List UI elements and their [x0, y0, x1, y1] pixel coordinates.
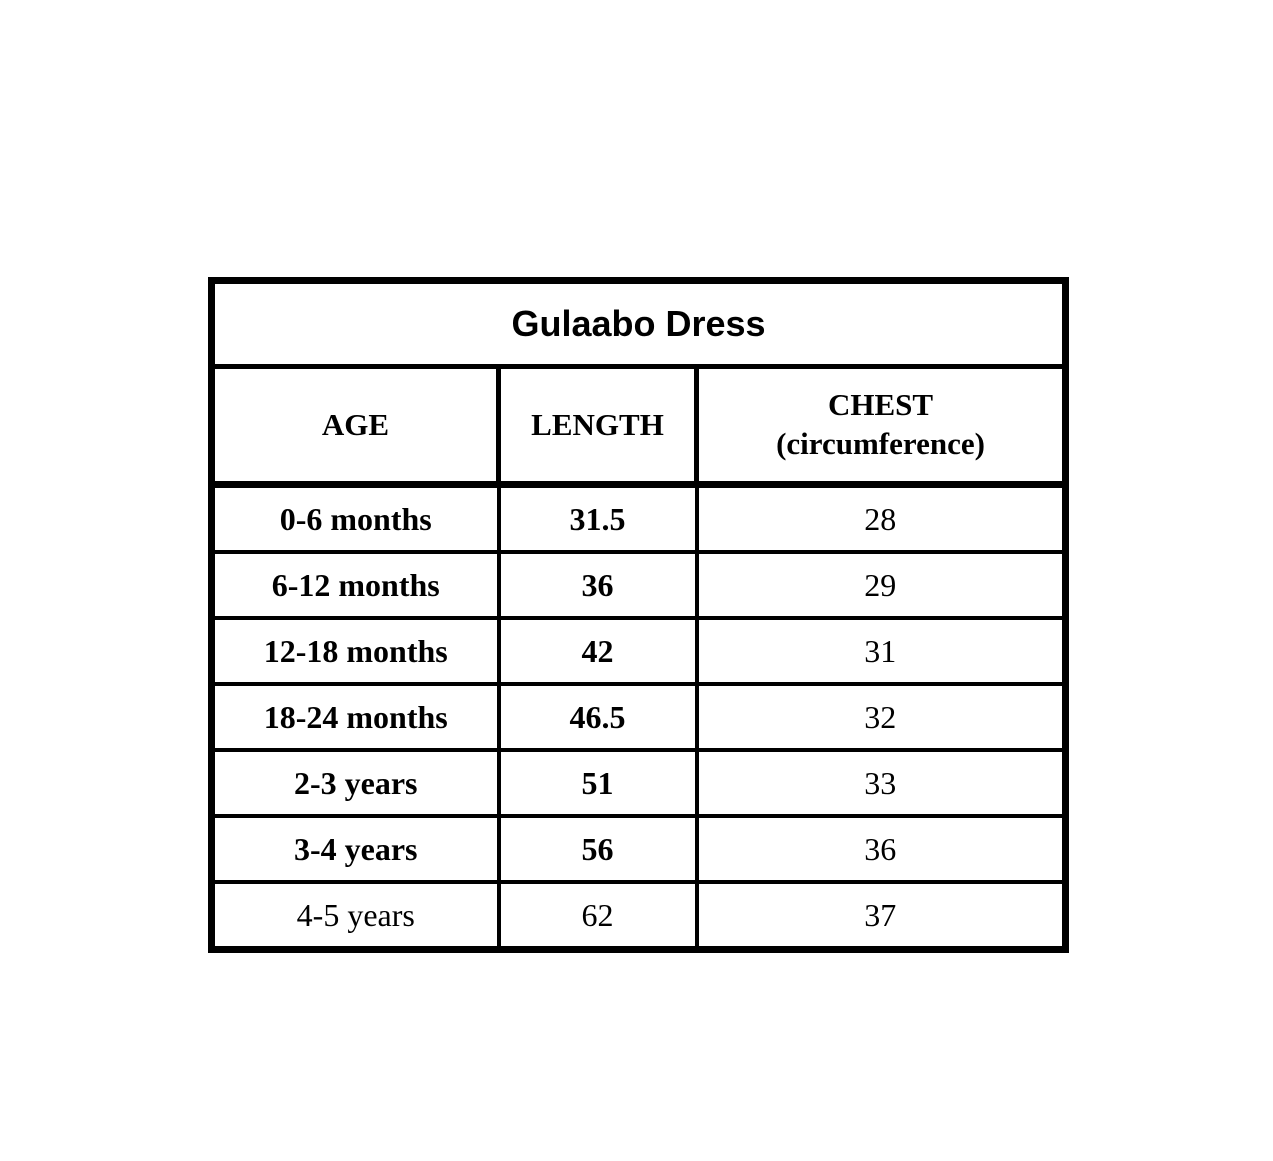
- column-header-age: AGE: [212, 367, 499, 485]
- chest-cell: 33: [697, 750, 1066, 816]
- column-header-chest-line1: CHEST: [827, 387, 934, 423]
- table-row: [212, 552, 1066, 618]
- column-header-chest-line2: (circumference): [776, 426, 985, 461]
- column-header-length: LENGTH: [499, 367, 697, 485]
- age-cell: 0-6 months: [212, 485, 499, 553]
- size-chart-body: [212, 281, 1066, 950]
- age-cell: 18-24 months: [212, 684, 499, 750]
- length-cell: 51: [499, 750, 697, 816]
- length-cell: 36: [499, 552, 697, 618]
- chest-cell: 28: [697, 485, 1066, 553]
- age-cell: 6-12 months: [212, 552, 499, 618]
- column-header-chest: [697, 367, 1066, 485]
- age-cell: 12-18 months: [212, 618, 499, 684]
- age-cell: 2-3 years: [212, 750, 499, 816]
- title-row: [212, 281, 1066, 367]
- length-cell: 46.5: [499, 684, 697, 750]
- chest-cell: 31: [697, 618, 1066, 684]
- table-row: [212, 816, 1066, 882]
- length-cell: 56: [499, 816, 697, 882]
- table-row: [212, 750, 1066, 816]
- chest-cell: 29: [697, 552, 1066, 618]
- length-cell: 62: [499, 882, 697, 950]
- length-cell: 42: [499, 618, 697, 684]
- table-row: [212, 684, 1066, 750]
- age-cell: 4-5 years: [212, 882, 499, 950]
- age-cell: 3-4 years: [212, 816, 499, 882]
- table-row: [212, 882, 1066, 950]
- header-row: [212, 367, 1066, 485]
- size-chart-container: [208, 277, 1069, 953]
- table-row: [212, 618, 1066, 684]
- size-chart-table: [208, 277, 1069, 953]
- length-cell: 31.5: [499, 485, 697, 553]
- chest-cell: 32: [697, 684, 1066, 750]
- chart-title: Gulaabo Dress: [212, 281, 1066, 367]
- chest-cell: 36: [697, 816, 1066, 882]
- table-row: [212, 485, 1066, 553]
- chest-cell: 37: [697, 882, 1066, 950]
